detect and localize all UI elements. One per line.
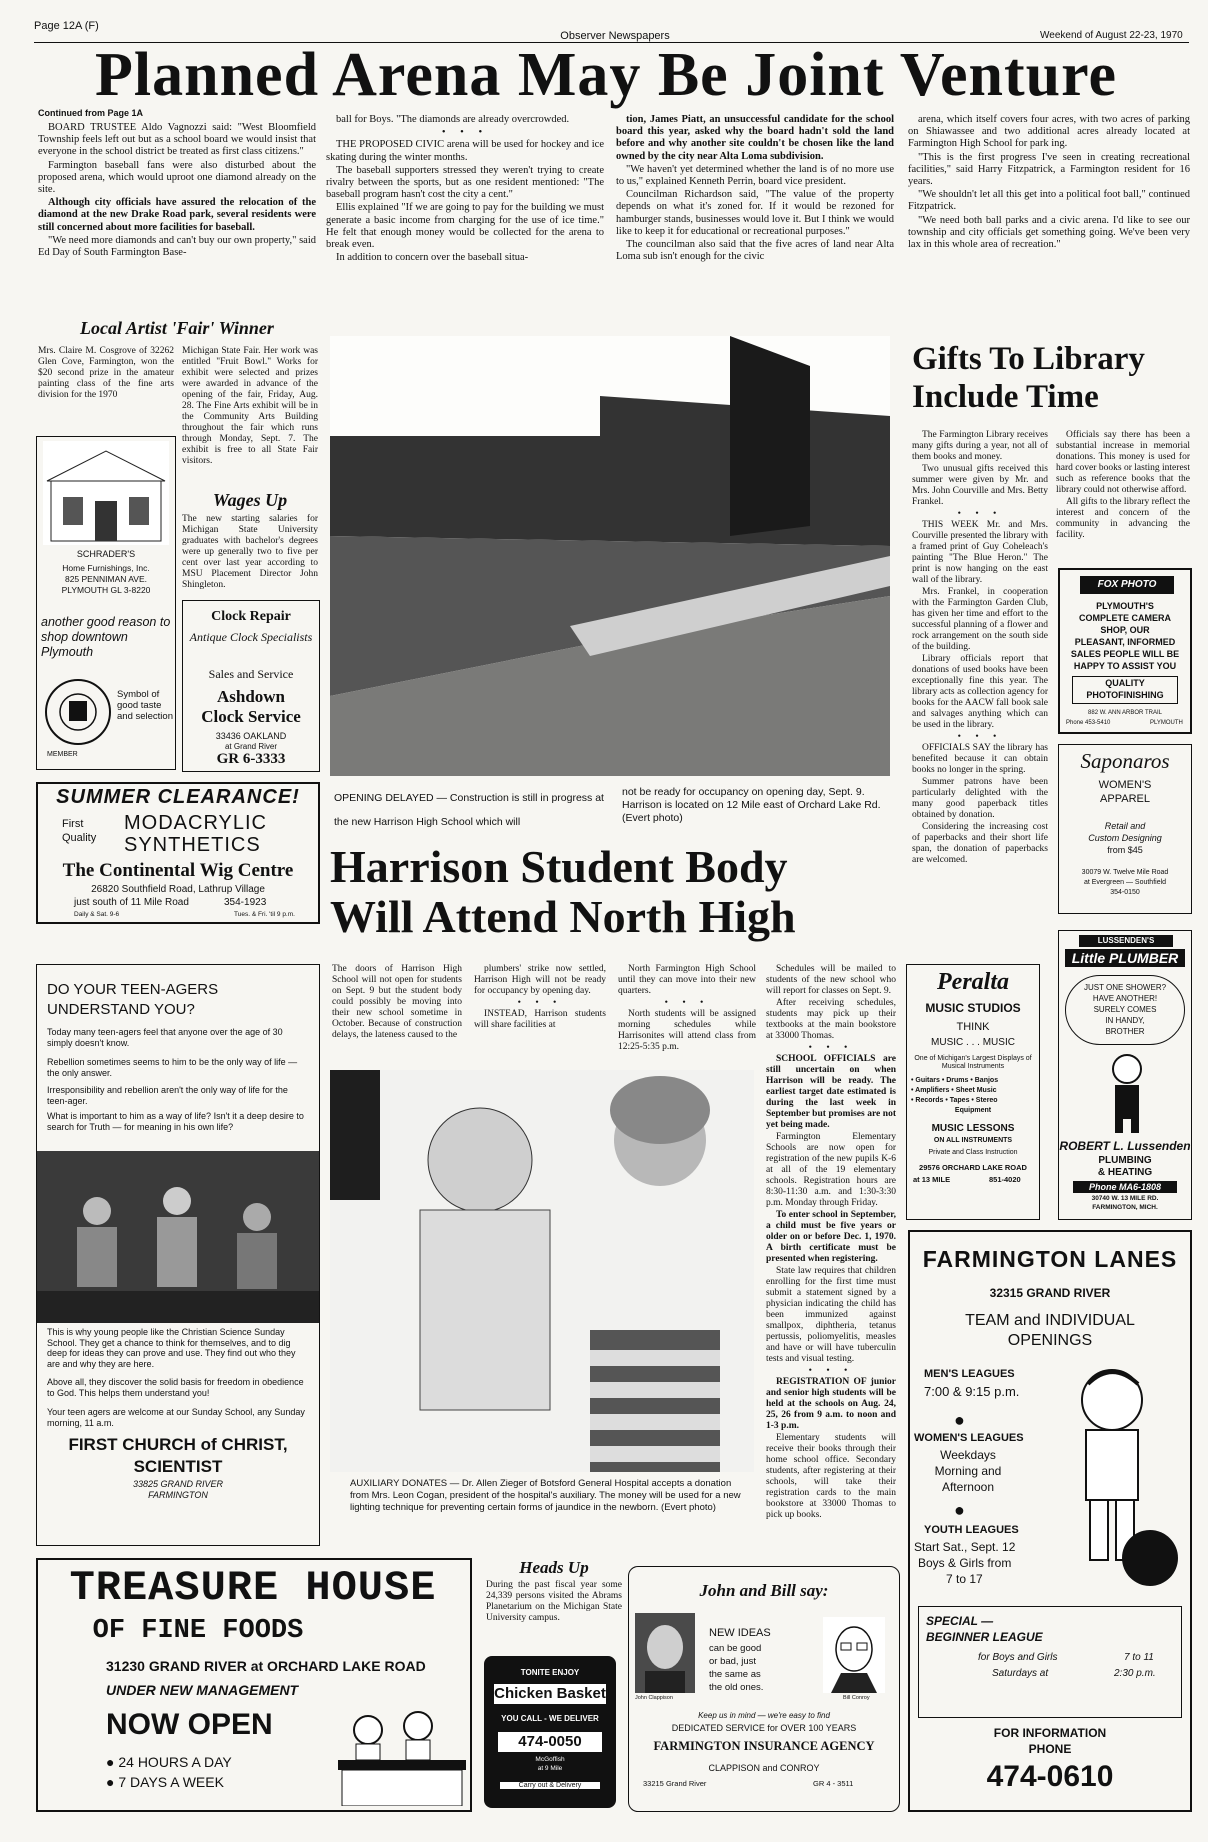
- plumber-mascot-icon: [1099, 1051, 1155, 1135]
- saponaros-phone: 354-0150: [1110, 889, 1140, 896]
- saponaros-line-2: APPAREL: [1100, 793, 1150, 805]
- dots-separator: • • •: [517, 998, 563, 1008]
- plumber-city: FARMINGTON, MICH.: [1092, 1204, 1158, 1211]
- fox-photo-logo: FOX PHOTO: [1080, 576, 1174, 594]
- harrison-para: To enter school in September, a child must be five years or older on or before Dec. 1, 1970. A birth certificate must be presented when registering.: [766, 1210, 896, 1264]
- insurance-address: 33215 Grand River: [643, 1779, 707, 1788]
- library-col-2: [1056, 430, 1190, 542]
- john-portrait: [635, 1613, 695, 1693]
- arena-para: tion, James Piatt, an unsuccessful candidate for the school board this year, asked why the board hadn't sold the land before and why another site couldn't be chosen like the land owned by the city near Alta Loma subdivision.: [616, 114, 894, 162]
- arena-continued: Continued from Page 1A: [38, 108, 144, 118]
- saponaros-line-4: Custom Designing: [1088, 833, 1162, 843]
- library-para: Mrs. Frankel, in cooperation with the Farmington Garden Club, has given her time and effort to the successful planning of a flower and rock arrangement on the south side of the building.: [912, 587, 1048, 652]
- lanes-name: FARMINGTON LANES: [922, 1246, 1178, 1272]
- harrison-col-3: [618, 964, 756, 1054]
- issue-date: Weekend of August 22-23, 1970: [1040, 30, 1183, 41]
- chicken-tonite: TONITE ENJOY: [520, 1668, 580, 1677]
- clock-sales: Sales and Service: [208, 667, 294, 681]
- harrison-para: State law requires that children enrolling for the first time must submit a statement signed by a physician indicating the child has been immunized against smallpox, diphtheria, tetanus pertussis, poliomyelitis, measles and have or will have tuberculin tests and visual testing.: [766, 1266, 896, 1364]
- artist-headline: Local Artist 'Fair' Winner: [80, 318, 274, 338]
- wig-quality: Quality: [62, 832, 97, 844]
- saponaros-city: at Evergreen — Southfield: [1083, 879, 1167, 886]
- lanes-info: FOR INFORMATION: [993, 1726, 1107, 1740]
- saponaros-address: 30079 W. Twelve Mile Road: [1081, 869, 1169, 876]
- harrison-para: Schedules will be mailed to students of the new school who will report for classes on Sept. 9.: [766, 964, 896, 996]
- arena-headline: Planned Arena May Be Joint Venture: [95, 41, 1118, 109]
- insurance-caption-1: John Clappison: [635, 1695, 673, 1701]
- insurance-line-1: NEW IDEAS: [709, 1627, 771, 1639]
- insurance-caption-2: Bill Conroy: [843, 1695, 870, 1701]
- library-para: OFFICIALS SAY the library has benefited because it can obtain books no longer in the spring.: [912, 743, 1048, 775]
- lanes-phone-label: PHONE: [1028, 1742, 1072, 1756]
- lanes-openings-1: TEAM and INDIVIDUAL: [965, 1312, 1135, 1329]
- artist-col-2: Michigan State Fair. Her work was entitled "Fruit Bowl." Works for exhibit were selected and prizes were awarded in advance of the opening of the fair, Friday, Aug. 28. The Fine Arts exhibit will be in the Community Arts Building throughout the fair which runs through Monday, Sept. 7. The exhibit is free to all State Fair visitors.: [182, 346, 318, 466]
- fox-line-6: HAPPY TO ASSIST YOU: [1073, 661, 1177, 671]
- church-para-2: Rebellion sometimes seems to him to be the only way of life — the only answer.: [47, 1057, 298, 1078]
- treasure-days-text: 7 DAYS A WEEK: [118, 1774, 224, 1790]
- arena-col-2: [326, 114, 604, 265]
- saponaros-line-5: from $45: [1107, 845, 1143, 855]
- plumber-plumbing: PLUMBING: [1098, 1155, 1152, 1166]
- lanes-womens-2: Morning and: [934, 1464, 1002, 1478]
- harrison-headline-1: Harrison Student Body: [330, 841, 788, 892]
- wig-title: SUMMER CLEARANCE!: [56, 786, 300, 808]
- peralta-music: MUSIC . . . MUSIC: [931, 1037, 1015, 1048]
- peralta-equipment: Equipment: [954, 1107, 992, 1114]
- insurance-line-4: the same as: [709, 1669, 761, 1680]
- insurance-title: John and Bill say:: [699, 1581, 829, 1600]
- schrader-name: SCHRADER'S: [76, 549, 136, 559]
- christian-science-ad[interactable]: [36, 964, 320, 1546]
- chicken-phone: 474-0050: [498, 1732, 602, 1752]
- harrison-para: Farmington Elementary Schools are now open for registration of the new pupils K-6 at all of the 19 elementary schools. Registration hours are 8:30-11:30 a.m. and 1:30-3:30 p.m. Monday through Friday.: [766, 1132, 896, 1208]
- fox-phone: Phone 453-5410: [1066, 720, 1111, 726]
- classroom-photo: [37, 1151, 319, 1323]
- downtown-seal-icon: [43, 677, 113, 747]
- peralta-phone: 851-4020: [989, 1175, 1021, 1184]
- fox-quality: QUALITY: [1105, 678, 1145, 688]
- saponaros-line-1: WOMEN'S: [1098, 779, 1152, 791]
- wig-name: The Continental Wig Centre: [62, 860, 294, 881]
- schrader-line1: Home Furnishings, Inc.: [62, 563, 150, 573]
- clock-specialists: Antique Clock Specialists: [189, 630, 313, 644]
- library-para: All gifts to the library reflect the interest and concern of the community in advancing the facility.: [1056, 497, 1190, 540]
- arena-para: The councilman also said that the five acres of land near Alta Loma sub isn't enough for the civic: [616, 239, 894, 263]
- insurance-dedicated: DEDICATED SERVICE for OVER 100 YEARS: [671, 1723, 857, 1733]
- heads-up-headline: Heads Up: [519, 1558, 589, 1577]
- clock-name-1: Ashdown: [216, 687, 286, 706]
- church-para-1: Today many teen-agers feel that anyone over the age of 30 simply doesn't know.: [47, 1027, 283, 1048]
- wig-synthetics: SYNTHETICS: [124, 834, 261, 856]
- fox-photofinishing: PHOTOFINISHING: [1086, 690, 1164, 700]
- arena-para: arena, which itself covers four acres, with two acres of parking on Shiawassee and two additional acres already located at Farmington High School for park ing.: [908, 114, 1190, 150]
- lanes-womens: WOMEN'S LEAGUES: [914, 1432, 1024, 1444]
- arena-para: "We need both ball parks and a civic arena. I'd like to see our township and city officials get something going. We've been very lax in this whole area of recreation.": [908, 214, 1190, 251]
- arena-para: ball for Boys. "The diamonds are already overcrowded.: [336, 114, 570, 125]
- farmington-lanes-ad[interactable]: [908, 1230, 1192, 1812]
- bill-portrait: [823, 1617, 885, 1693]
- arena-para: THE PROPOSED CIVIC arena will be used for hockey and ice skating during the winter months.: [326, 139, 604, 163]
- heads-up-body: During the past fiscal year some 24,339 persons visited the Abrams Planetarium on the Michigan State University campus.: [486, 1580, 622, 1623]
- lanes-special: SPECIAL —: [926, 1614, 994, 1628]
- arena-photo-caption-2: not be ready for occupancy on opening day, Sept. 9. Harrison is located on 12 Mile east of Orchard Lake Rd. (Evert photo): [622, 786, 881, 824]
- fox-line-2: COMPLETE CAMERA: [1079, 613, 1171, 623]
- lanes-youth-2: Boys & Girls from: [918, 1556, 1012, 1570]
- church-name-1: FIRST CHURCH of CHRIST,: [68, 1435, 288, 1454]
- church-para-7: Your teen agers are welcome at our Sunday School, any Sunday morning, 11 a.m.: [47, 1407, 305, 1428]
- dots-separator: • • •: [957, 509, 1003, 519]
- arena-col-3: [616, 114, 894, 264]
- lanes-openings-2: OPENINGS: [1007, 1332, 1093, 1349]
- lanes-youth: YOUTH LEAGUES: [924, 1524, 1019, 1536]
- wig-modacrylic: MODACRYLIC: [124, 812, 267, 834]
- clock-city: at Grand River: [224, 742, 278, 751]
- insurance-line-5: the old ones.: [709, 1682, 764, 1693]
- harrison-para: INSTEAD, Harrison students will share facilities at: [474, 1009, 606, 1030]
- diner-illustration: [338, 1690, 466, 1806]
- lanes-special-6: 2:30 p.m.: [1114, 1668, 1156, 1679]
- lanes-beginner: BEGINNER LEAGUE: [926, 1630, 1043, 1644]
- lanes-special-5: Saturdays at: [992, 1668, 1049, 1679]
- library-para: Library officials report that donations of used books have been exceptionally fine this year. The library acts as collection agency for books for the AACW fall book sale and salvages anything which can be used in the library.: [912, 654, 1048, 730]
- treasure-hours-text: 24 HOURS A DAY: [118, 1754, 232, 1770]
- wig-location: just south of 11 Mile Road: [74, 897, 189, 908]
- library-headline-1: Gifts To Library: [912, 341, 1145, 377]
- fox-photo-ad[interactable]: [1058, 568, 1192, 734]
- wig-hours-1: Daily & Sat. 9-6: [74, 911, 120, 918]
- library-para: Two unusual gifts received this summer were given by Mr. and Mrs. John Courville and Mrs. Betty Frankel.: [912, 464, 1048, 507]
- clock-name-2: Clock Service: [201, 707, 301, 726]
- treasure-title: TREASURE HOUSE: [69, 1564, 437, 1612]
- chicken-name: Chicken Basket: [494, 1685, 606, 1702]
- fox-line-5: SALES PEOPLE WILL BE: [1070, 649, 1180, 659]
- peralta-location: at 13 MILE: [913, 1175, 951, 1184]
- insurance-name: FARMINGTON INSURANCE AGENCY: [653, 1739, 875, 1753]
- library-para: THIS WEEK Mr. and Mrs. Courville presented the library with a framed print of Guy Coheleach's painting "The Blue Heron." The print is now hanging on the east wall of the library.: [912, 520, 1048, 585]
- library-para: Considering the increasing cost of paperbacks and their short life span, the donation of paperbacks are welcomed.: [912, 822, 1048, 865]
- plumber-heating: & HEATING: [1097, 1167, 1153, 1178]
- paper-name: Observer Newspapers: [560, 30, 670, 42]
- lanes-mens: MEN'S LEAGUES: [924, 1368, 1015, 1380]
- lanes-phone: 474-0610: [986, 1760, 1114, 1793]
- peralta-items-3: • Records • Tapes • Stereo: [911, 1097, 998, 1104]
- chicken-call: YOU CALL - WE DELIVER: [501, 1714, 599, 1723]
- clock-phone: GR 6-3333: [216, 751, 286, 767]
- arena-para: "We need more diamonds and can't buy our own property," said Ed Day of South Farmington Base-: [38, 234, 316, 259]
- peralta-items-1: • Guitars • Drums • Banjos: [911, 1077, 999, 1084]
- saponaros-ad[interactable]: [1058, 744, 1192, 914]
- harrison-para: SCHOOL OFFICIALS are still uncertain on when Harrison will be ready. The earliest target date estimated is during the last week in September but promises are not yet being made.: [766, 1054, 896, 1130]
- lanes-youth-3: 7 to 17: [946, 1572, 983, 1586]
- library-para: Summer patrons have been particularly delighted with the many good paperback titles obtained by donation.: [912, 777, 1048, 820]
- schrader-symbol-text: Symbol of good taste and selection: [117, 689, 173, 722]
- library-headline-2: Include Time: [912, 379, 1099, 415]
- lanes-special-4: 7 to 11: [1124, 1652, 1154, 1663]
- church-city: FARMINGTON: [148, 1490, 208, 1500]
- dots-separator: • • •: [664, 998, 710, 1008]
- page-number: Page 12A (F): [34, 20, 99, 32]
- peralta-music-ad[interactable]: [906, 964, 1040, 1220]
- farmington-insurance-ad[interactable]: [628, 1566, 900, 1812]
- treasure-hours: ● 24 HOURS A DAY: [106, 1754, 232, 1770]
- church-para-5: This is why young people like the Christian Science Sunday School. They get a chance to think for themselves, and to dig deep for ideas they can prove and use. They find out who they are and why they are here.: [47, 1327, 296, 1369]
- arena-para: BOARD TRUSTEE Aldo Vagnozzi said: "West Bloomfield Township feels left out but as a school board we would insist that everyone in the school district be treated as first class citizens.": [38, 122, 316, 158]
- harrison-col-4: [766, 964, 896, 1522]
- peralta-studios: MUSIC STUDIOS: [925, 1001, 1021, 1015]
- arena-para: In addition to concern over the baseball situa-: [336, 252, 529, 264]
- harrison-para: REGISTRATION OF junior and senior high students will be held at the schools on Aug. 24, 25, 26 from 9 a.m. to noon and 1-3 p.m.: [766, 1377, 896, 1431]
- insurance-line-3: or bad, just: [709, 1656, 756, 1667]
- plumber-address: 30740 W. 13 MILE RD.: [1091, 1195, 1159, 1202]
- artist-col-1: Mrs. Claire M. Cosgrove of 32262 Glen Cove, Farmington, won the $20 second prize in the amateur painting class of the fine arts division for the 1970: [38, 346, 174, 400]
- bullet: ●: [954, 1500, 965, 1520]
- fox-city: PLYMOUTH: [1150, 720, 1183, 726]
- schrader-ad[interactable]: [36, 436, 176, 770]
- lanes-special-3: for Boys and Girls: [978, 1652, 1058, 1663]
- church-question-2: UNDERSTAND YOU?: [47, 1001, 195, 1018]
- schrader-line3: PLYMOUTH GL 3-8220: [61, 585, 151, 595]
- arena-para: "This is the first progress I've seen in creating recreational facilities," said Harry Fitzpatrick, a Farmington resident for 16 years.: [908, 151, 1190, 188]
- church-para-3: Irresponsibility and rebellion aren't the only way of life for the teen-ager.: [47, 1085, 288, 1106]
- lussenden-plumber-ad[interactable]: [1058, 930, 1192, 1220]
- schrader-tagline: another good reason to shop downtown Plymouth: [41, 615, 171, 659]
- lanes-address: 32315 GRAND RIVER: [989, 1286, 1111, 1300]
- wig-centre-ad[interactable]: [36, 782, 320, 924]
- peralta-logo: Peralta: [937, 969, 1009, 995]
- dots-separator: • • •: [441, 127, 489, 139]
- library-para: Officials say there has been a substantial increase in memorial donations. This money is used for hard cover books or lasting interest such as reference books that the library could not otherwise afford.: [1056, 430, 1190, 495]
- insurance-line-2: can be good: [709, 1643, 762, 1654]
- wig-hours-2: Tues. & Fri. 'til 9 p.m.: [234, 911, 295, 918]
- insurance-keep: Keep us in mind — we're easy to find: [698, 1711, 830, 1720]
- peralta-displays: One of Michigan's Largest Displays of Musical Instruments: [914, 1055, 1032, 1070]
- arena-photo-caption-1: OPENING DELAYED — Construction is still in progress at the new Harrison High School which will: [334, 792, 604, 828]
- clock-address: 33436 OAKLAND: [215, 731, 287, 741]
- plumber-banner: LUSSENDEN'S: [1079, 935, 1173, 947]
- lanes-youth-1: Start Sat., Sept. 12: [914, 1540, 1016, 1554]
- treasure-house-ad[interactable]: [36, 1558, 472, 1812]
- harrison-para: North students will be assigned morning schedules while Harrisonites will attend class from 12:25-5:35 p.m.: [618, 1009, 756, 1052]
- plumber-bubble-4: IN HANDY,: [1105, 1016, 1145, 1025]
- church-para-4: What is important to him as a way of life? Isn't it a deep desire to search for Truth — for meaning in his own life?: [47, 1111, 304, 1132]
- wig-address: 26820 Southfield Road, Lathrup Village: [91, 884, 265, 895]
- arena-para: The baseball supporters stressed they weren't trying to create rivalry between the sports, but as one resident mentioned: "The baseball program hasn't cost the city a cent.": [326, 164, 604, 201]
- treasure-now-open: NOW OPEN: [106, 1708, 273, 1741]
- schrader-member: MEMBER: [47, 751, 78, 758]
- fox-address: 882 W. ANN ARBOR TRAIL: [1088, 710, 1162, 716]
- bullet: ●: [954, 1410, 965, 1430]
- chicken-basket-ad[interactable]: [484, 1656, 616, 1808]
- saponaros-line-3: Retail and: [1104, 821, 1146, 831]
- storefront-illustration: [43, 441, 169, 545]
- fox-line-4: PLEASANT, INFORMED: [1074, 637, 1176, 647]
- treasure-address: 31230 GRAND RIVER at ORCHARD LAKE ROAD: [106, 1658, 426, 1674]
- harrison-col-2: [474, 964, 606, 1032]
- plumber-phone: Phone MA6-1808: [1073, 1181, 1177, 1193]
- wages-headline: Wages Up: [212, 490, 288, 510]
- wages-body: The new starting salaries for Michigan State University graduates with bachelor's degrees were up generally two to five per cent over last year according to MSU Placement Director John Shingleton.: [182, 514, 318, 590]
- arena-para: Councilman Richardson said, "The value of the property depends on what it's zoned for. If it would be rezoned for hamburger stands, businesses would love it. But I think we would like to keep it for educational or recreational purposes.": [616, 189, 894, 237]
- library-para: The Farmington Library receives many gifts during a year, not all of them books and money.: [912, 430, 1048, 462]
- church-name-2: SCIENTIST: [133, 1457, 223, 1476]
- wig-phone: 354-1923: [224, 897, 267, 908]
- treasure-subtitle: OF FINE FOODS: [92, 1616, 304, 1646]
- peralta-think: THINK: [956, 1021, 990, 1033]
- bowler-boy-illustration: [1040, 1360, 1186, 1594]
- arena-para: Farmington baseball fans were also disturbed about the proposed arena, which would uproot one diamond already on the site.: [38, 159, 316, 196]
- chicken-loc-1: McGoffish: [535, 1756, 565, 1763]
- arena-para: Ellis explained "If we are going to pay for the building we must generate a basic income from charging for the use of ice time." He felt that enough money would be collected for the arena to break even.: [326, 202, 604, 251]
- church-question-1: DO YOUR TEEN-AGERS: [47, 981, 219, 998]
- arena-construction-photo: [330, 336, 890, 776]
- auxiliary-donation-photo: [330, 1070, 754, 1472]
- treasure-days: ● 7 DAYS A WEEK: [106, 1774, 224, 1790]
- library-col-1: [912, 430, 1048, 867]
- harrison-para: After receiving schedules, students may pick up their textbooks at the main bookstore at 33000 Thomas.: [766, 998, 896, 1041]
- plumber-name: ROBERT L. Lussenden: [1059, 1139, 1191, 1153]
- harrison-para: plumbers' strike now settled, Harrison High will not be ready for occupancy by opening day.: [474, 964, 606, 996]
- church-address: 33825 GRAND RIVER: [132, 1479, 224, 1489]
- peralta-address: 29576 ORCHARD LAKE ROAD: [919, 1163, 1027, 1172]
- dots-separator: • • •: [808, 1366, 854, 1376]
- peralta-items-2: • Amplifiers • Sheet Music: [911, 1087, 997, 1094]
- plumber-bubble-1: JUST ONE SHOWER?: [1083, 983, 1167, 992]
- fox-line-1: PLYMOUTH'S: [1096, 601, 1154, 611]
- arena-para: "We shouldn't let all this get into a political foot ball," continued Fitzpatrick.: [908, 189, 1190, 213]
- dots-separator: • • •: [808, 1043, 854, 1053]
- plumber-title: Little PLUMBER: [1065, 949, 1185, 967]
- harrison-para: North Farmington High School until they can move into their new quarters.: [618, 964, 756, 996]
- treasure-management: UNDER NEW MANAGEMENT: [106, 1682, 299, 1698]
- auxiliary-caption: AUXILIARY DONATES — Dr. Allen Zieger of Botsford General Hospital accepts a donation from Mrs. Leon Cogan, president of the hospital's auxiliary. The money will be used for a new lighting technique for preventing certain forms of jaundice in the newborn. (Evert photo): [350, 1478, 741, 1513]
- lanes-mens-time: 7:00 & 9:15 p.m.: [924, 1384, 1020, 1399]
- saponaros-name: Saponaros: [1080, 749, 1170, 773]
- dots-separator: • • •: [957, 732, 1003, 742]
- arena-col-1: [38, 122, 316, 260]
- plumber-bubble-3: SURELY COMES: [1093, 1005, 1157, 1014]
- chicken-footer: Carry out & Delivery: [500, 1782, 600, 1789]
- lanes-womens-1: Weekdays: [940, 1448, 996, 1462]
- fox-line-3: SHOP, OUR: [1100, 625, 1150, 635]
- peralta-instruction: Private and Class Instruction: [928, 1149, 1018, 1156]
- insurance-names: CLAPPISON and CONROY: [708, 1763, 820, 1773]
- wig-first: First: [62, 818, 84, 830]
- clock-repair-ad[interactable]: [182, 600, 320, 772]
- peralta-instruments: ON ALL INSTRUMENTS: [933, 1137, 1013, 1144]
- plumber-bubble-5: BROTHER: [1105, 1027, 1145, 1036]
- harrison-para: Elementary students will receive their books through their home school office. Secondary students, after registering at their schools, will take their registration cards to the main bookstore at 33000 Thomas to pick up books.: [766, 1433, 896, 1520]
- church-para-6: Above all, they discover the solid basis for freedom in obedience to God. This helps them understand you!: [47, 1377, 304, 1398]
- arena-para: "We haven't yet determined whether the land is of no more use to us," explained Kenneth Perrin, board vice president.: [616, 163, 894, 188]
- harrison-col-1: The doors of Harrison High School will not open for students on Sept. 9 but the student body could possibly be moving into their new school sometime in October. Because of construction delays, the lateness caused to the: [332, 964, 462, 1040]
- clock-title: Clock Repair: [211, 609, 291, 624]
- harrison-headline-2: Will Attend North High: [330, 891, 796, 942]
- peralta-lessons: MUSIC LESSONS: [931, 1123, 1015, 1134]
- schrader-line2: 825 PENNIMAN AVE.: [64, 574, 148, 584]
- plumber-bubble-2: HAVE ANOTHER!: [1092, 994, 1158, 1003]
- lanes-womens-3: Afternoon: [941, 1480, 995, 1494]
- chicken-loc-2: at 9 Mile: [537, 1765, 563, 1772]
- insurance-phone: GR 4 - 3511: [813, 1779, 854, 1788]
- arena-col-4: [908, 114, 1190, 252]
- arena-para: Although city officials have assured the relocation of the diamond at the new Drake Road park, several residents were still concerned about more facilities for baseball.: [38, 197, 316, 233]
